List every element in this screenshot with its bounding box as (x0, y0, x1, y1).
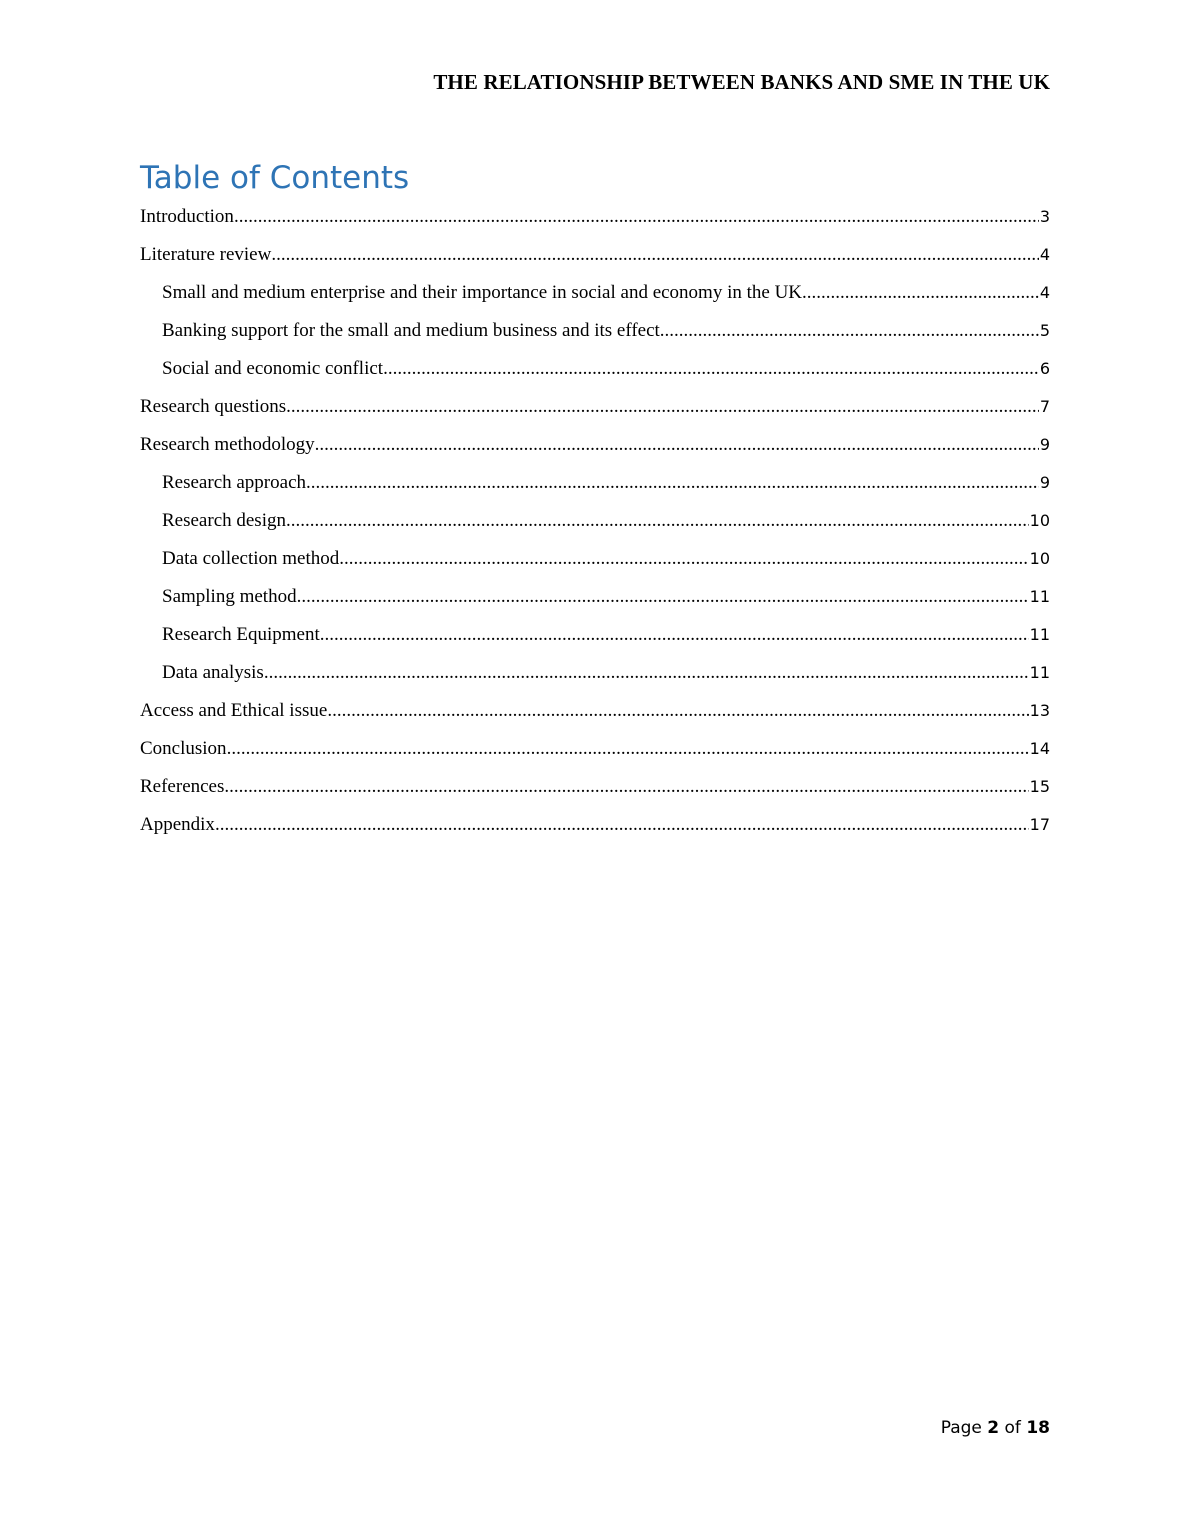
toc-entry-title: Data analysis (162, 662, 264, 683)
toc-dot-leader (327, 692, 1028, 730)
toc-entry-title: Conclusion (140, 738, 227, 759)
toc-entry-title: Research methodology (140, 434, 315, 455)
toc-entry-title: Introduction (140, 206, 234, 227)
toc-dot-leader (315, 426, 1039, 464)
toc-entry[interactable] (140, 730, 1050, 768)
toc-entry-title: Appendix (140, 814, 215, 835)
running-header: THE RELATIONSHIP BETWEEN BANKS AND SME IN THE UK (433, 70, 1050, 94)
toc-dot-leader (802, 274, 1039, 312)
toc-dot-leader (286, 502, 1029, 540)
toc-dot-leader (286, 388, 1039, 426)
toc-dot-leader (339, 540, 1028, 578)
table-of-contents (140, 198, 1050, 844)
toc-entry[interactable] (140, 692, 1050, 730)
toc-entry-title: Research Equipment (162, 624, 320, 645)
toc-dot-leader (224, 768, 1028, 806)
toc-entry-page: 9 (1039, 435, 1050, 454)
toc-subentry[interactable] (140, 350, 1050, 388)
toc-subentry[interactable] (140, 616, 1050, 654)
toc-entry-page: 17 (1029, 815, 1050, 834)
of-word: of (1004, 1418, 1021, 1438)
toc-subentry[interactable] (140, 464, 1050, 502)
toc-entry-page: 11 (1029, 625, 1050, 644)
toc-entry-page: 14 (1029, 739, 1050, 758)
toc-entry-page: 11 (1029, 587, 1050, 606)
toc-dot-leader (227, 730, 1029, 768)
toc-dot-leader (271, 236, 1038, 274)
toc-heading: Table of Contents (140, 160, 410, 196)
toc-dot-leader (297, 578, 1029, 616)
toc-entry-title: References (140, 776, 225, 797)
toc-entry-title: Research design (162, 510, 286, 531)
toc-entry-page: 4 (1039, 283, 1050, 302)
toc-entry-title: Small and medium enterprise and their importance in social and economy in the UK (162, 282, 803, 303)
toc-subentry[interactable] (140, 540, 1050, 578)
toc-entry-page: 15 (1029, 777, 1050, 796)
toc-entry-title: Data collection method (162, 548, 340, 569)
toc-entry-title: Sampling method (162, 586, 297, 607)
total-page-count: 18 (1026, 1418, 1050, 1438)
toc-dot-leader (383, 350, 1039, 388)
toc-subentry[interactable] (140, 654, 1050, 692)
toc-entry-page: 11 (1029, 663, 1050, 682)
toc-entry[interactable] (140, 388, 1050, 426)
toc-dot-leader (306, 464, 1039, 502)
toc-entry-title: Literature review (140, 244, 272, 265)
toc-subentry[interactable] (140, 274, 1050, 312)
toc-entry-page: 10 (1029, 511, 1050, 530)
toc-subentry[interactable] (140, 578, 1050, 616)
toc-entry-title: Access and Ethical issue (140, 700, 328, 721)
toc-entry[interactable] (140, 236, 1050, 274)
toc-dot-leader (264, 654, 1029, 692)
toc-entry[interactable] (140, 806, 1050, 844)
toc-subentry[interactable] (140, 312, 1050, 350)
toc-entry-page: 3 (1039, 207, 1050, 226)
toc-entry-title: Research questions (140, 396, 287, 417)
toc-dot-leader (320, 616, 1029, 654)
toc-entry-page: 4 (1039, 245, 1050, 264)
toc-entry[interactable] (140, 426, 1050, 464)
toc-dot-leader (660, 312, 1039, 350)
toc-entry-title: Social and economic conflict (162, 358, 384, 379)
toc-entry-page: 10 (1029, 549, 1050, 568)
toc-dot-leader (234, 198, 1039, 236)
page-word: Page (940, 1418, 982, 1438)
toc-entry-title: Banking support for the small and medium business and its effect (162, 320, 660, 341)
toc-entry-title: Research approach (162, 472, 307, 493)
toc-entry-page: 13 (1029, 701, 1050, 720)
toc-entry-page: 5 (1039, 321, 1050, 340)
toc-entry-page: 9 (1039, 473, 1050, 492)
current-page-number: 2 (987, 1418, 1000, 1438)
toc-entry-page: 6 (1039, 359, 1050, 378)
toc-entry[interactable] (140, 198, 1050, 236)
page-number-footer (140, 1418, 1050, 1438)
toc-entry-page: 7 (1039, 397, 1050, 416)
toc-dot-leader (215, 806, 1029, 844)
toc-subentry[interactable] (140, 502, 1050, 540)
toc-entry[interactable] (140, 768, 1050, 806)
